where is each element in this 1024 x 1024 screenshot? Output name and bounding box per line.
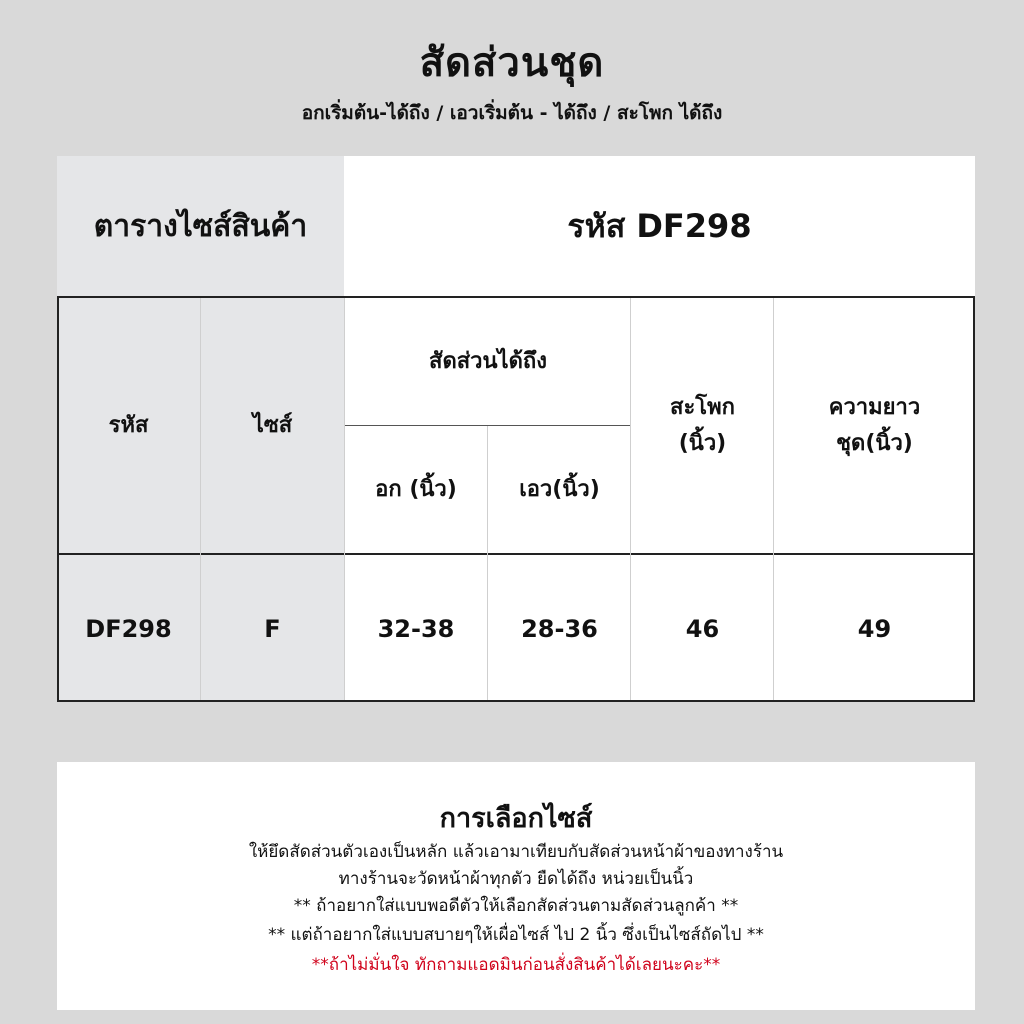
header-code: รหัส	[57, 298, 200, 553]
table-rule-left	[57, 296, 59, 702]
header-waist: เอว(นิ้ว)	[519, 476, 600, 502]
header-range-group: สัดส่วนได้ถึง	[429, 349, 547, 375]
size-table	[57, 156, 975, 702]
table-rule-mid	[57, 553, 975, 555]
size-guide-line: ทางร้านจะวัดหน้าผ้าทุกตัว ยืดได้ถึง หน่วยเป็นนิ้ว	[338, 869, 694, 889]
size-guide-line: ** ถ้าอยากใส่แบบพอดีตัวให้เลือกสัดส่วนตามสัดส่วนลูกค้า **	[293, 896, 739, 916]
page-title: สัดส่วนชุด	[419, 40, 605, 86]
row-bust: 32-38	[377, 614, 455, 643]
row-waist: 28-36	[521, 614, 598, 643]
header-hip: สะโพก (นิ้ว)	[670, 395, 735, 456]
table-rule-right	[973, 296, 975, 702]
header-length: ความยาว ชุด(นิ้ว)	[828, 395, 921, 456]
size-guide-line: ** แต่ถ้าอยากใส่แบบสบายๆให้เผื่อไซส์ ไป 2 นิ้ว ซึ่งเป็นไซส์ถัดไป **	[268, 925, 764, 945]
size-chart-label: ตารางไซส์สินค้า	[57, 156, 344, 296]
size-guide-warning: **ถ้าไม่มั่นใจ ทักถามแอดมินก่อนสั่งสินค้าได้เลยนะคะ**	[311, 955, 721, 975]
col-divider	[487, 426, 488, 700]
row-size: F	[201, 555, 344, 702]
row-length: 49	[857, 614, 892, 643]
row-hip: 46	[685, 614, 720, 643]
col-divider	[344, 298, 345, 700]
header-size: ไซส์	[201, 298, 344, 553]
col-divider	[200, 298, 201, 700]
product-code-title: รหัส DF298	[567, 206, 752, 245]
col-divider	[630, 298, 631, 700]
size-guide-line: ให้ยึดสัดส่วนตัวเองเป็นหลัก แล้วเอามาเทียบกับสัดส่วนหน้าผ้าของทางร้าน	[248, 842, 784, 862]
table-rule-top	[57, 296, 975, 298]
col-divider	[773, 298, 774, 700]
range-group-divider	[345, 425, 631, 426]
page-subtitle: อกเริ่มต้น-ได้ถึง / เอวเริ่มต้น - ได้ถึง / สะโพก ได้ถึง	[301, 102, 723, 124]
table-rule-bottom	[57, 700, 975, 702]
size-guide-title: การเลือกไซส์	[439, 803, 593, 834]
header-bust: อก (นิ้ว)	[375, 476, 457, 502]
size-guide-box	[57, 762, 975, 1010]
row-code: DF298	[57, 555, 200, 702]
